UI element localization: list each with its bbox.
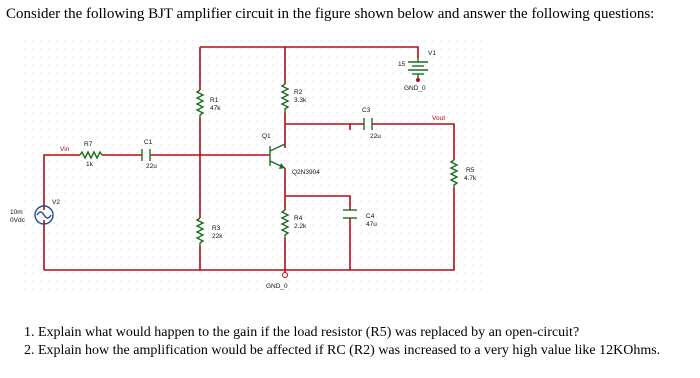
gnd-bottom-label: GND_0 [266, 283, 288, 290]
v2-offset: 0Vdc [10, 217, 25, 224]
r5-value: 4.7k [464, 175, 477, 182]
v2-ref: V2 [52, 199, 60, 206]
vcc-rail [200, 47, 418, 58]
c3-ref: C3 [362, 107, 371, 114]
v1-battery [408, 58, 428, 82]
c3-capacitor [364, 118, 372, 130]
question-list [24, 324, 660, 360]
v2-wire [44, 155, 75, 270]
r3-value: 22k [212, 233, 223, 240]
r4-resistor [282, 210, 288, 238]
r5-resistor [451, 160, 457, 188]
r2-ref: R2 [294, 89, 303, 96]
vin-label: Vin [60, 146, 70, 153]
v1-value: 15 [398, 61, 406, 68]
q1-model: Q2N3904 [292, 169, 320, 176]
question-2: 2. Explain how the amplification would be affected if RC (R2) was increased to a very high value like 12KOhms. [24, 343, 661, 358]
c4-capacitor [343, 210, 357, 218]
r2-value: 3.3k [294, 97, 307, 104]
r3-ref: R3 [212, 225, 221, 232]
r7-resistor [80, 152, 102, 158]
c3-wire [350, 124, 454, 160]
q1-ref: Q1 [262, 133, 271, 140]
c1-ref: C1 [144, 139, 153, 146]
ground-symbol [283, 273, 288, 278]
c3-value: 22u [370, 133, 381, 140]
r1-value: 47k [210, 105, 221, 112]
vout-label: Vout [432, 115, 446, 122]
c4-ref: C4 [366, 213, 375, 220]
r2-resistor [282, 84, 288, 112]
v1-ref: V1 [428, 50, 436, 57]
r1-ref: R1 [210, 97, 219, 104]
wires [44, 47, 454, 272]
ground-rail [44, 188, 454, 270]
r4-value: 2.2k [294, 223, 307, 230]
r5-ref: R5 [466, 167, 475, 174]
bjt-amplifier-schematic [0, 36, 700, 300]
c1-value: 22u [146, 163, 157, 170]
c4-value: 47u [366, 221, 377, 228]
question-prompt: Consider the following BJT amplifier circuit in the figure shown below and answer the following questions: [6, 6, 655, 22]
question-1: 1. Explain what would happen to the gain if the load resistor (R5) was replaced by an open-circuit? [24, 325, 580, 340]
r7-value: 1k [86, 161, 93, 168]
r7-ref: R7 [84, 141, 93, 148]
c1-capacitor [142, 149, 150, 161]
r4-ref: R4 [294, 215, 303, 222]
r3-resistor [197, 218, 203, 246]
v2-amplitude: 10m [10, 209, 23, 216]
q1-transistor [270, 144, 285, 169]
gnd-top-label: GND_0 [404, 85, 426, 92]
r1-resistor [197, 90, 203, 118]
